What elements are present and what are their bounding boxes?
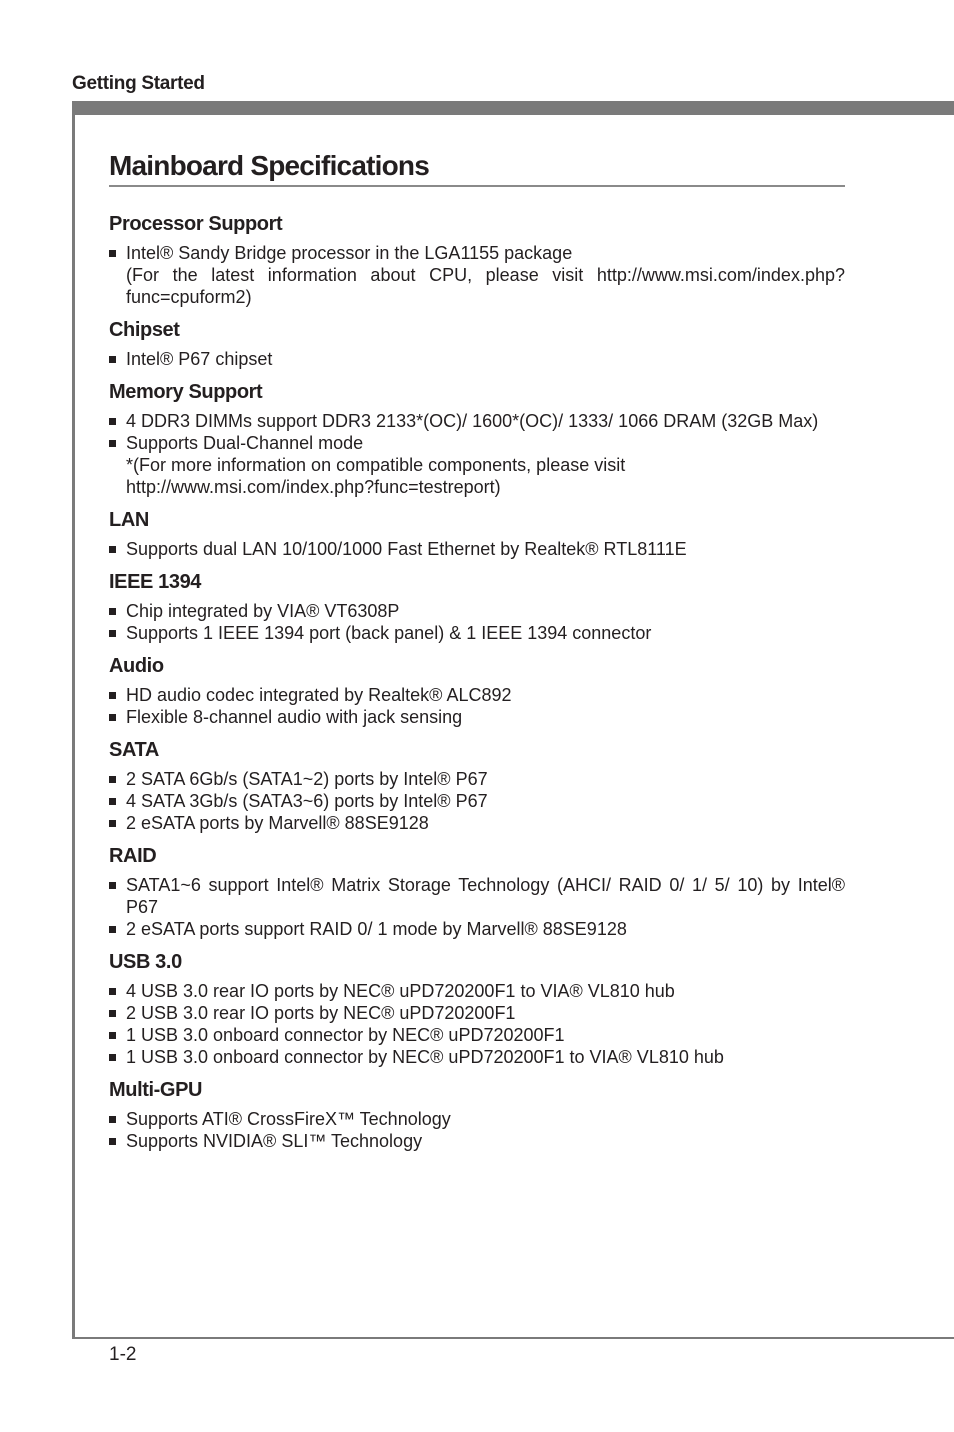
item-text: Intel® Sandy Bridge processor in the LGA1155 package	[126, 243, 573, 263]
section-raid	[109, 843, 845, 940]
section-processor-support	[109, 211, 845, 308]
left-margin-rule	[72, 101, 75, 1339]
list-item: Supports dual LAN 10/100/1000 Fast Ethernet by Realtek® RTL8111E	[109, 538, 845, 560]
list-item: SATA1~6 support Intel® Matrix Storage Technology (AHCI/ RAID 0/ 1/ 5/ 10) by Intel® P67	[109, 874, 845, 918]
list-item: 4 SATA 3Gb/s (SATA3~6) ports by Intel® P67	[109, 790, 845, 812]
list-item: 1 USB 3.0 onboard connector by NEC® uPD720200F1	[109, 1024, 845, 1046]
running-header: Getting Started	[72, 73, 205, 94]
list-item: 2 eSATA ports support RAID 0/ 1 mode by Marvell® 88SE9128	[109, 918, 845, 940]
list-item: HD audio codec integrated by Realtek® ALC892	[109, 684, 845, 706]
section-heading: Memory Support	[109, 381, 263, 403]
section-audio	[109, 653, 845, 728]
list-item: 2 SATA 6Gb/s (SATA1~2) ports by Intel® P67	[109, 768, 845, 790]
section-usb-3-0	[109, 949, 845, 1068]
section-memory-support	[109, 379, 845, 498]
section-chipset	[109, 317, 845, 370]
page-number: 1-2	[109, 1344, 137, 1365]
section-multi-gpu	[109, 1077, 845, 1152]
list-item: Supports NVIDIA® SLI™ Technology	[109, 1130, 845, 1152]
section-heading: IEEE 1394	[109, 571, 202, 593]
page-content	[109, 150, 845, 1161]
footer-rule	[72, 1337, 954, 1339]
section-heading: RAID	[109, 845, 157, 867]
section-heading: Chipset	[109, 319, 180, 341]
list-item: 2 eSATA ports by Marvell® 88SE9128	[109, 812, 845, 834]
list-item: 2 USB 3.0 rear IO ports by NEC® uPD720200F1	[109, 1002, 845, 1024]
list-item: Intel® P67 chipset	[109, 348, 845, 370]
section-heading: SATA	[109, 739, 159, 761]
list-item: Flexible 8-channel audio with jack sensing	[109, 706, 845, 728]
section-heading: Multi-GPU	[109, 1079, 203, 1101]
list-item: Supports 1 IEEE 1394 port (back panel) & 1 IEEE 1394 connector	[109, 622, 845, 644]
header-bar	[75, 101, 954, 115]
item-note-url: http://www.msi.com/index.php?func=testreport)	[126, 477, 501, 497]
section-heading: USB 3.0	[109, 951, 182, 973]
section-lan	[109, 507, 845, 560]
section-heading: Audio	[109, 655, 164, 677]
item-note: *(For more information on compatible components, please visit	[126, 455, 626, 475]
section-heading: LAN	[109, 509, 149, 531]
section-heading: Processor Support	[109, 213, 283, 235]
list-item	[109, 242, 845, 308]
list-item: 4 USB 3.0 rear IO ports by NEC® uPD720200F1 to VIA® VL810 hub	[109, 980, 845, 1002]
list-item: Chip integrated by VIA® VT6308P	[109, 600, 845, 622]
item-text: Supports Dual-Channel mode	[126, 433, 364, 453]
list-item	[109, 432, 845, 498]
section-sata	[109, 737, 845, 834]
list-item: Supports ATI® CrossFireX™ Technology	[109, 1108, 845, 1130]
list-item: 4 DDR3 DIMMs support DDR3 2133*(OC)/ 1600*(OC)/ 1333/ 1066 DRAM (32GB Max)	[109, 410, 845, 432]
list-item: 1 USB 3.0 onboard connector by NEC® uPD720200F1 to VIA® VL810 hub	[109, 1046, 845, 1068]
section-ieee-1394	[109, 569, 845, 644]
page-title: Mainboard Specifications	[109, 150, 845, 187]
item-note: (For the latest information about CPU, please visit http://www.msi.com/index.php?func=cpuform2)	[126, 265, 845, 307]
